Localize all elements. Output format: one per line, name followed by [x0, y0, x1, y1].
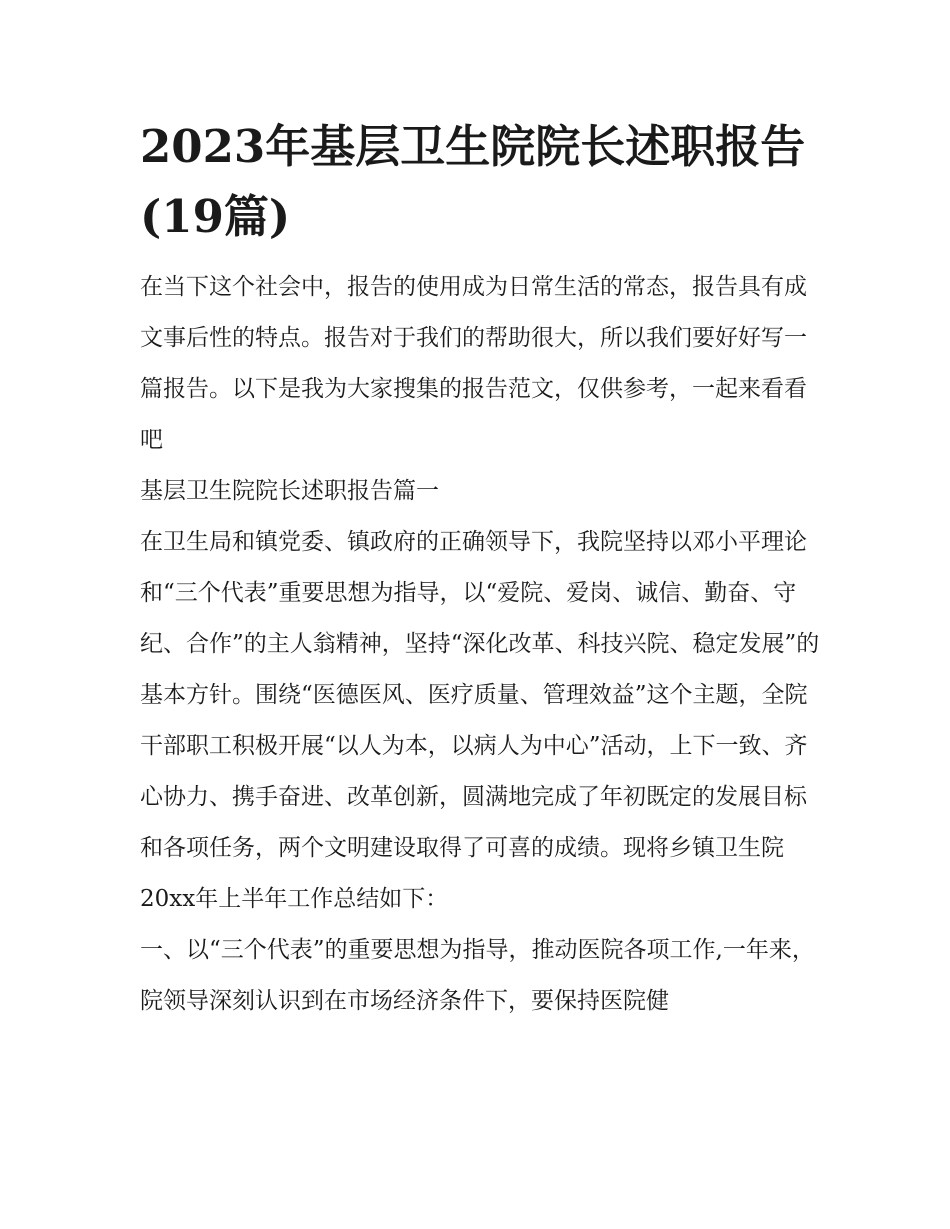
document-body: [140, 112, 820, 1027]
body-paragraph: 在卫生局和镇党委、镇政府的正确领导下，我院坚持以邓小平理论和“三个代表”重要思想为指导，以“爱院、爱岗、诚信、勤奋、守纪、合作”的主人翁精神，坚持“深化改革、科技兴院、稳定发展”的基本方针。围绕“医德医风、医疗质量、管理效益”这个主题，全院干部职工积极开展“以人为本，以病人为中心”活动，上下一致、齐心协力、携手奋进、改革创新，圆满地完成了年初既定的发展目标和各项任务，两个文明建设取得了可喜的成绩。现将乡镇卫生院20xx年上半年工作总结如下：: [140, 529, 820, 912]
document-title: 2023年基层卫生院院长述职报告(19篇): [140, 120, 806, 243]
title-spacer: [140, 252, 820, 262]
section-heading: 基层卫生院院长述职报告篇一: [140, 478, 439, 504]
body-paragraph: 一、以“三个代表”的重要思想为指导，推动医院各项工作,一年来，院领导深刻认识到在市场经济条件下，要保持医院健: [140, 937, 815, 1014]
intro-paragraph: 在当下这个社会中，报告的使用成为日常生活的常态，报告具有成文事后性的特点。报告对于我们的帮助很大，所以我们要好好写一篇报告。以下是我为大家搜集的报告范文，仅供参考，一起来看看吧: [140, 274, 807, 453]
